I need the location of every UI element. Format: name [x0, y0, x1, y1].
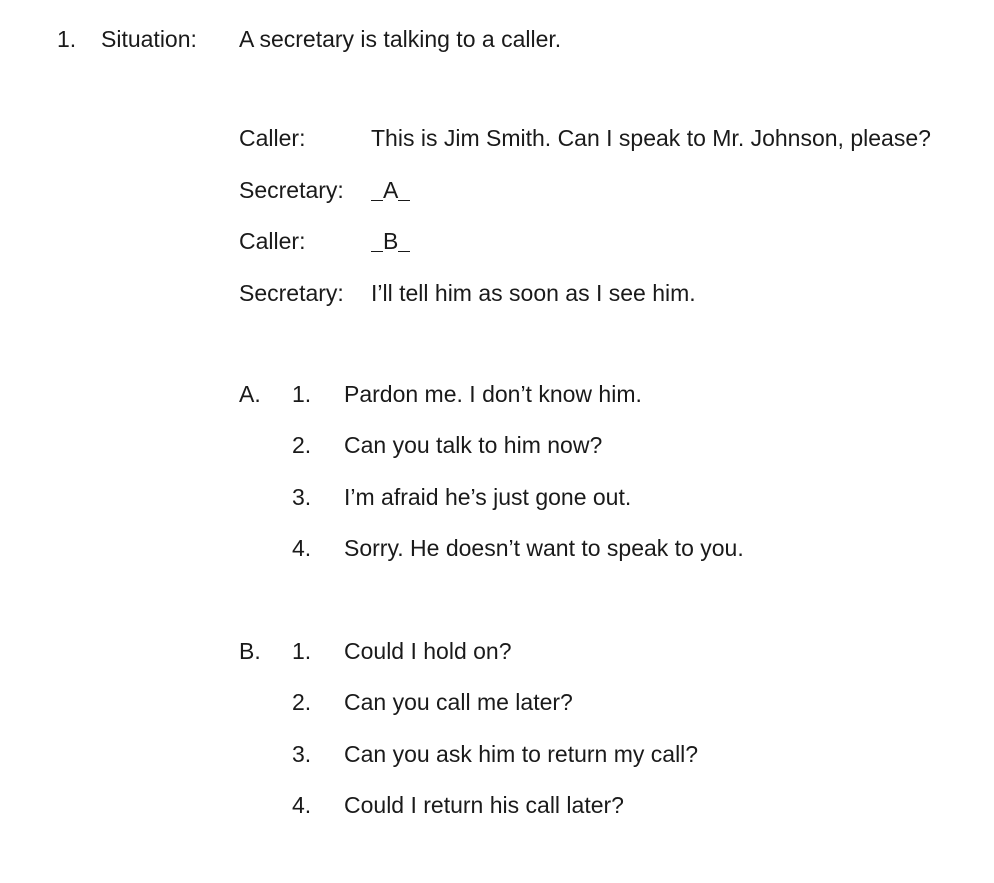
option-number: 2. [292, 432, 312, 458]
option-group-label: B. [239, 638, 261, 664]
option-text: Sorry. He doesn’t want to speak to you. [344, 535, 744, 561]
dialogue-line: I’ll tell him as soon as I see him. [371, 280, 696, 306]
dialogue-speaker: Caller: [239, 125, 306, 151]
option-text: Can you call me later? [344, 689, 573, 715]
dialogue-line: This is Jim Smith. Can I speak to Mr. Johnson, please? [371, 125, 931, 151]
situation-label: Situation: [101, 26, 197, 52]
blank-label: A [383, 177, 399, 203]
answer-blank-a [371, 176, 410, 204]
situation-text: A secretary is talking to a caller. [239, 26, 562, 52]
option-text: I’m afraid he’s just gone out. [344, 484, 632, 510]
option-number: 4. [292, 535, 312, 561]
dialogue-speaker: Caller: [239, 228, 306, 254]
option-number: 1. [292, 381, 312, 407]
option-number: 1. [292, 638, 312, 664]
option-text: Can you talk to him now? [344, 432, 603, 458]
blank-label: B [383, 228, 399, 254]
option-group-label: A. [239, 381, 261, 407]
option-text: Pardon me. I don’t know him. [344, 381, 642, 407]
option-number: 3. [292, 484, 312, 510]
answer-blank-b [371, 227, 410, 255]
option-text: Can you ask him to return my call? [344, 741, 699, 767]
option-number: 4. [292, 792, 312, 818]
question-number: 1. [57, 26, 77, 52]
option-number: 3. [292, 741, 312, 767]
option-text: Could I return his call later? [344, 792, 624, 818]
dialogue-speaker: Secretary: [239, 177, 344, 203]
option-text: Could I hold on? [344, 638, 512, 664]
dialogue-speaker: Secretary: [239, 280, 344, 306]
option-number: 2. [292, 689, 312, 715]
